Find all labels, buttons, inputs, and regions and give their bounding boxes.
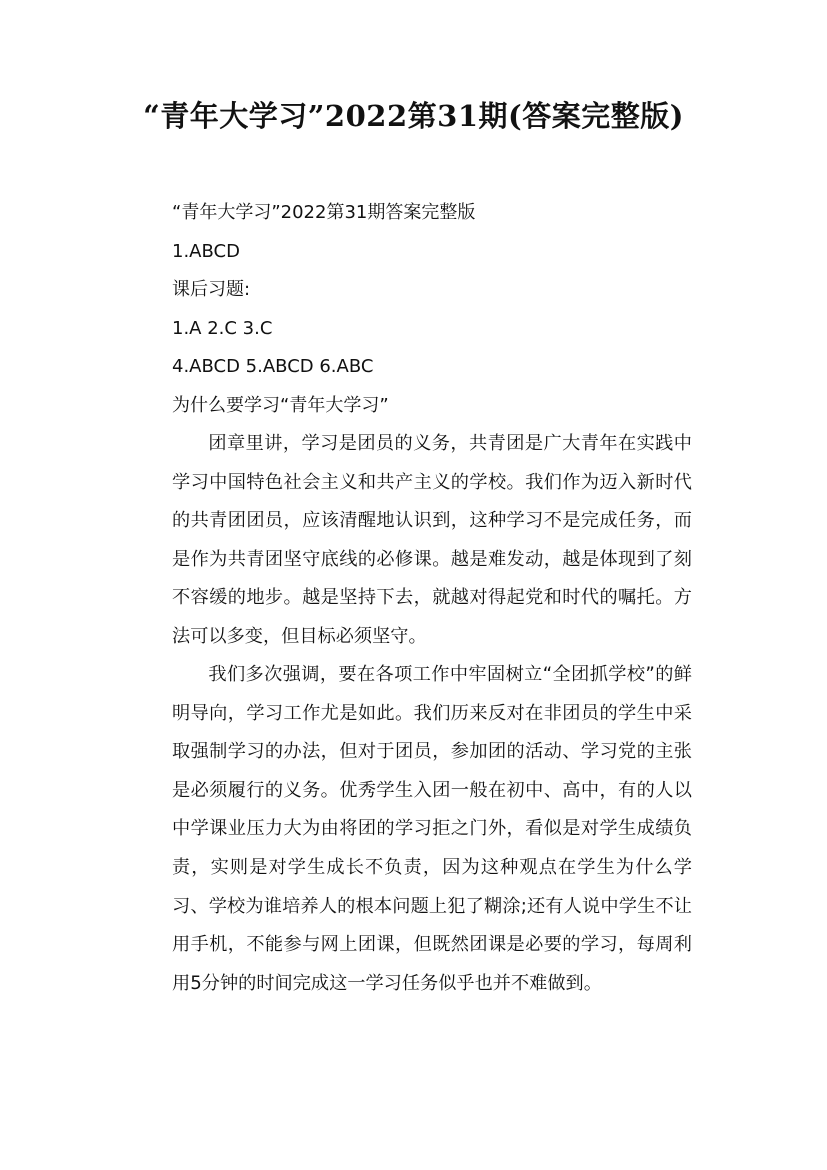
section-heading: 为什么要学习“青年大学习” bbox=[172, 394, 389, 416]
exercise-heading: 课后习题: bbox=[172, 279, 251, 301]
document-title: “青年大学习”2022第31期(答案完整版) bbox=[143, 99, 684, 133]
answer-line-3: 4.ABCD 5.ABCD 6.ABC bbox=[172, 356, 374, 378]
answer-line-2: 1.A 2.C 3.C bbox=[172, 317, 273, 339]
body-paragraph-2: 我们多次强调，要在各项工作中牢固树立“全团抓学校”的鲜明导向，学习工作尤是如此。我们历来反对在非团员的学生中采取强制学习的办法，但对于团员，参加团的活动、学习党的主张是必须履行的义务。优秀学生入团一般在初中、高中，有的人以中学课业压力大为由将团的学习拒之门外，看似是对学生成绩负责，实则是对学生成长不负责，因为这种观点在学生为什么学习、学校为谁培养人的根本问题上犯了糊涂;还有人说中学生不让用手机，不能参与网上团课，但既然团课是必要的学习，每周利用5分钟的时间完成这一学习任务似乎也并不难做到。 bbox=[172, 664, 692, 994]
subtitle-line: “青年大学习”2022第31期答案完整版 bbox=[172, 202, 476, 223]
body-paragraph-1: 团章里讲，学习是团员的义务，共青团是广大青年在实践中学习中国特色社会主义和共产主义的学校。我们作为迈入新时代的共青团团员，应该清醒地认识到，这种学习不是完成任务，而是作为共青团坚守底线的必修课。越是难发动，越是体现到了刻不容缓的地步。越是坚持下去，就越对得起党和时代的嘱托。方法可以多变，但目标必须坚守。 bbox=[172, 433, 692, 647]
answer-lines bbox=[172, 194, 692, 426]
answer-line-1: 1.ABCD bbox=[172, 240, 240, 262]
